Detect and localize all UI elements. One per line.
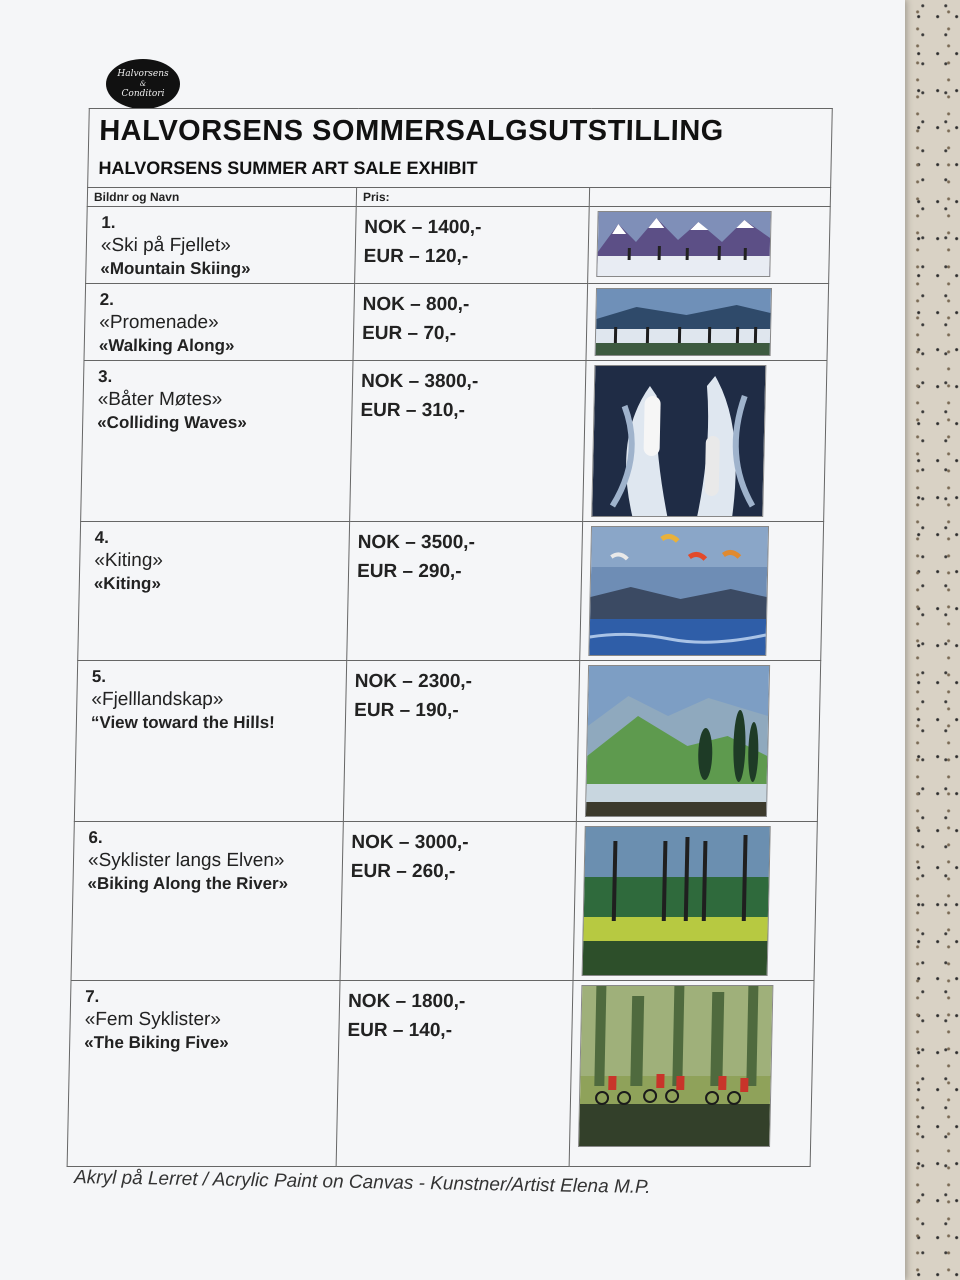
price-nok: NOK – 1800,- bbox=[347, 991, 466, 1012]
table-row bbox=[86, 207, 831, 284]
logo-line1: Halvorsens bbox=[117, 69, 169, 79]
price-nok: NOK – 2300,- bbox=[354, 671, 473, 692]
hills-painting bbox=[585, 665, 770, 817]
item-number: 3. bbox=[97, 367, 113, 386]
price-eur: EUR – 310,- bbox=[360, 400, 466, 421]
title-norwegian: «Fjelllandskap» bbox=[91, 689, 224, 710]
price-nok: NOK – 3800,- bbox=[360, 371, 479, 392]
price-eur: EUR – 140,- bbox=[347, 1020, 453, 1041]
image-cell bbox=[576, 661, 820, 822]
price-eur: EUR – 290,- bbox=[356, 561, 462, 582]
name-cell bbox=[74, 661, 346, 822]
mountain-skiing-painting bbox=[596, 211, 771, 277]
item-number: 7. bbox=[84, 987, 100, 1006]
item-number: 2. bbox=[99, 290, 115, 309]
price-cell bbox=[353, 284, 588, 361]
item-number: 1. bbox=[101, 213, 116, 232]
name-cell bbox=[78, 522, 350, 661]
logo-separator: & bbox=[139, 80, 147, 88]
item-number: 5. bbox=[91, 667, 107, 686]
image-cell bbox=[580, 522, 824, 661]
header-price: Pris: bbox=[356, 188, 589, 207]
image-cell bbox=[588, 207, 831, 284]
price-nok: NOK – 3000,- bbox=[351, 832, 469, 853]
name-cell bbox=[86, 207, 357, 284]
image-cell bbox=[573, 822, 817, 981]
page-subtitle: HALVORSENS SUMMER ART SALE EXHIBIT bbox=[98, 158, 478, 178]
price-cell bbox=[340, 822, 576, 981]
price-list bbox=[67, 108, 833, 1138]
name-cell bbox=[84, 284, 355, 361]
price-eur: EUR – 190,- bbox=[353, 700, 459, 721]
table-row bbox=[81, 361, 827, 522]
title-english: “View toward the Hills! bbox=[90, 713, 276, 732]
walking-along-painting bbox=[595, 288, 772, 356]
title-row bbox=[88, 109, 833, 188]
name-cell bbox=[71, 822, 343, 981]
title-english: «Kiting» bbox=[93, 574, 162, 593]
price-cell bbox=[350, 361, 586, 522]
price-cell bbox=[355, 207, 590, 284]
price-cell bbox=[343, 661, 579, 822]
name-cell bbox=[67, 981, 340, 1167]
image-cell bbox=[586, 284, 829, 361]
price-eur: EUR – 70,- bbox=[361, 323, 457, 344]
title-english: «Biking Along the River» bbox=[87, 874, 289, 893]
price-nok: NOK – 800,- bbox=[362, 294, 470, 315]
kiting-painting bbox=[588, 526, 769, 656]
image-cell bbox=[569, 981, 814, 1167]
price-nok: NOK – 1400,- bbox=[364, 217, 482, 238]
price-nok: NOK – 3500,- bbox=[357, 532, 476, 553]
colliding-waves-painting bbox=[591, 365, 766, 517]
price-eur: EUR – 120,- bbox=[363, 246, 469, 267]
title-norwegian: «Båter Møtes» bbox=[97, 389, 223, 410]
header-name: Bildnr og Navn bbox=[87, 188, 356, 207]
name-cell bbox=[81, 361, 353, 522]
title-english: «Colliding Waves» bbox=[97, 413, 247, 432]
image-cell bbox=[583, 361, 827, 522]
price-cell bbox=[336, 981, 573, 1167]
logo-line2: Conditori bbox=[121, 89, 165, 99]
halvorsens-logo bbox=[106, 59, 180, 109]
title-norwegian: «Kiting» bbox=[94, 550, 164, 571]
title-norwegian: «Syklister langs Elven» bbox=[87, 850, 285, 871]
river-biking-painting bbox=[582, 826, 771, 976]
price-eur: EUR – 260,- bbox=[350, 861, 456, 882]
page-title: HALVORSENS SOMMERSALGSUTSTILLING bbox=[98, 115, 725, 147]
title-english: «Walking Along» bbox=[98, 336, 235, 355]
table-row bbox=[71, 822, 817, 981]
title-norwegian: «Fem Syklister» bbox=[84, 1009, 222, 1030]
title-norwegian: «Ski på Fjellet» bbox=[100, 235, 232, 256]
title-cell bbox=[88, 109, 833, 188]
footer-credit: Akryl på Lerret / Acrylic Paint on Canvas - Kunstner/Artist Elena M.P. bbox=[73, 1166, 651, 1199]
table-row bbox=[67, 981, 814, 1167]
item-number: 4. bbox=[94, 528, 110, 547]
item-number: 6. bbox=[88, 828, 103, 847]
header-row bbox=[87, 188, 830, 207]
title-norwegian: «Promenade» bbox=[99, 312, 219, 333]
price-cell bbox=[347, 522, 583, 661]
title-english: «The Biking Five» bbox=[84, 1033, 229, 1052]
table-row bbox=[78, 522, 824, 661]
table-row bbox=[84, 284, 829, 361]
price-table bbox=[67, 108, 833, 1167]
table-row bbox=[74, 661, 820, 822]
title-english: «Mountain Skiing» bbox=[100, 259, 251, 278]
biking-five-painting bbox=[578, 985, 773, 1147]
header-image bbox=[589, 188, 830, 207]
